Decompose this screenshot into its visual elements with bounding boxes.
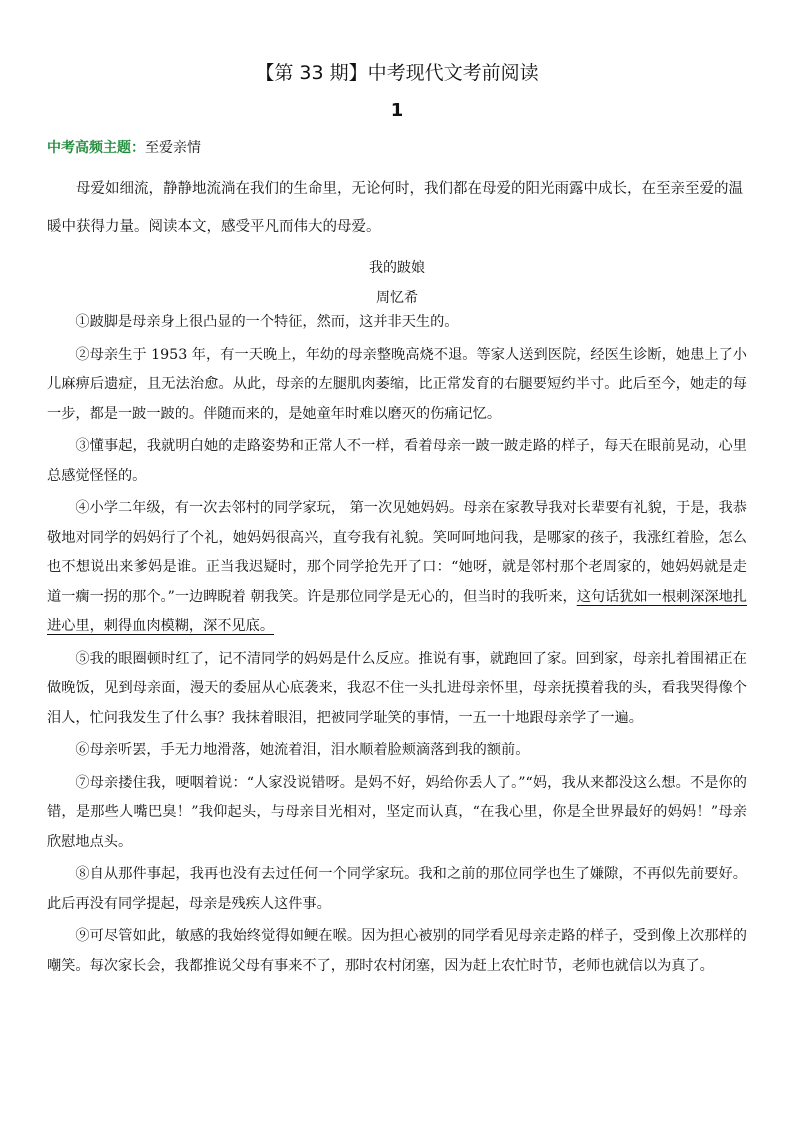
paragraph-8: ⑧自从那件事起，我再也没有去过任何一个同学家玩。我和之前的那位同学也生了嫌隙，不再似先前要好。此后再没有同学提起，母亲是残疾人这件事。 bbox=[47, 866, 747, 912]
story-title: 我的跛娘 bbox=[369, 260, 425, 276]
paragraph-9: ⑨可尽管如此，敏感的我始终觉得如鲠在喉。因为担心被别的同学看见母亲走路的样子，受到像上次那样的嘲笑。每次家长会，我都推说父母有事来不了，那时农村闭塞，因为赶上农忙时节，老师也就信以为真了。 bbox=[47, 928, 747, 974]
paragraph-4-text: ④小学二年级，有一次去邻村的同学家玩， 第一次见她妈妈。母亲在家教导我对长辈要有礼貌，于是，我恭敬地对同学的妈妈行了个礼，她妈妈很高兴，直夸我有礼貌。笑呵呵地问我，是哪家的孩子，我涨红着脸，怎么也不想说出来爹妈是谁。正当我迟疑时，那个同学抢先开了口：“她呀，就是邻村那个老周家的，她妈妈就是走道一瘸一拐的那个。”一边睥睨着 朝我笑。许是那位同学是无心的，但当时的我听来， bbox=[47, 500, 747, 605]
paragraph-2: ②母亲生于 1953 年，有一天晚上，年幼的母亲整晚高烧不退。等家人送到医院，经医生诊断，她患上了小儿麻痹后遗症，且无法治愈。从此，母亲的左腿肌肉萎缩，比正常发育的右腿要短约半寸。此后至今，她走的每一步，都是一跛一跛的。伴随而来的，是她童年时难以磨灭的伤痛记忆。 bbox=[47, 346, 747, 422]
paragraph-6: ⑥母亲听罢，手无力地滑落，她流着泪，泪水顺着脸颊滴落到我的额前。 bbox=[75, 742, 530, 758]
document-title: 【第 33 期】中考现代文考前阅读 bbox=[255, 62, 539, 84]
paragraph-4 bbox=[47, 494, 747, 642]
paragraph-1: ①跛脚是母亲身上很凸显的一个特征，然而，这并非天生的。 bbox=[75, 314, 459, 330]
story-body bbox=[47, 308, 747, 984]
paragraph-3: ③懂事起，我就明白她的走路姿势和正常人不一样，看着母亲一跛一跛走路的样子，每天在眼前晃动，心里总感觉怪怪的。 bbox=[47, 438, 747, 484]
section-number: 1 bbox=[390, 100, 404, 121]
story-author: 周忆希 bbox=[376, 290, 418, 306]
theme-value: 至爱亲情 bbox=[145, 140, 201, 156]
theme-line bbox=[47, 137, 201, 157]
intro-paragraph: 母爱如细流，静静地流淌在我们的生命里，无论何时，我们都在母爱的阳光雨露中成长，在至亲至爱的温暖中获得力量。阅读本文，感受平凡而伟大的母爱。 bbox=[47, 181, 743, 235]
paragraph-7: ⑦母亲搂住我，哽咽着说：“人家没说错呀。是妈不好，妈给你丢人了。”“妈，我从来都没这么想。不是你的错，是那些人嘴巴臭！”我仰起头，与母亲目光相对，坚定而认真，“在我心里，你是全世界最好的妈妈！”母亲欣慰地点头。 bbox=[47, 774, 747, 850]
underlined-sentence: 这句话犹如一根刺深深地扎进心里，刺得血肉模糊，深不见底。 bbox=[47, 588, 747, 634]
paragraph-5: ⑤我的眼圈顿时红了，记不清同学的妈妈是什么反应。推说有事，就跑回了家。回到家，母亲扎着围裙正在做晚饭，见到母亲面，漫天的委屈从心底袭来，我忍不住一头扎进母亲怀里，母亲抚摸着我的头，看我哭得像个泪人，忙问我发生了什么事？我抹着眼泪，把被同学耻笑的事情，一五一十地跟母亲学了一遍。 bbox=[47, 650, 747, 726]
theme-label: 中考高频主题： bbox=[47, 140, 145, 156]
